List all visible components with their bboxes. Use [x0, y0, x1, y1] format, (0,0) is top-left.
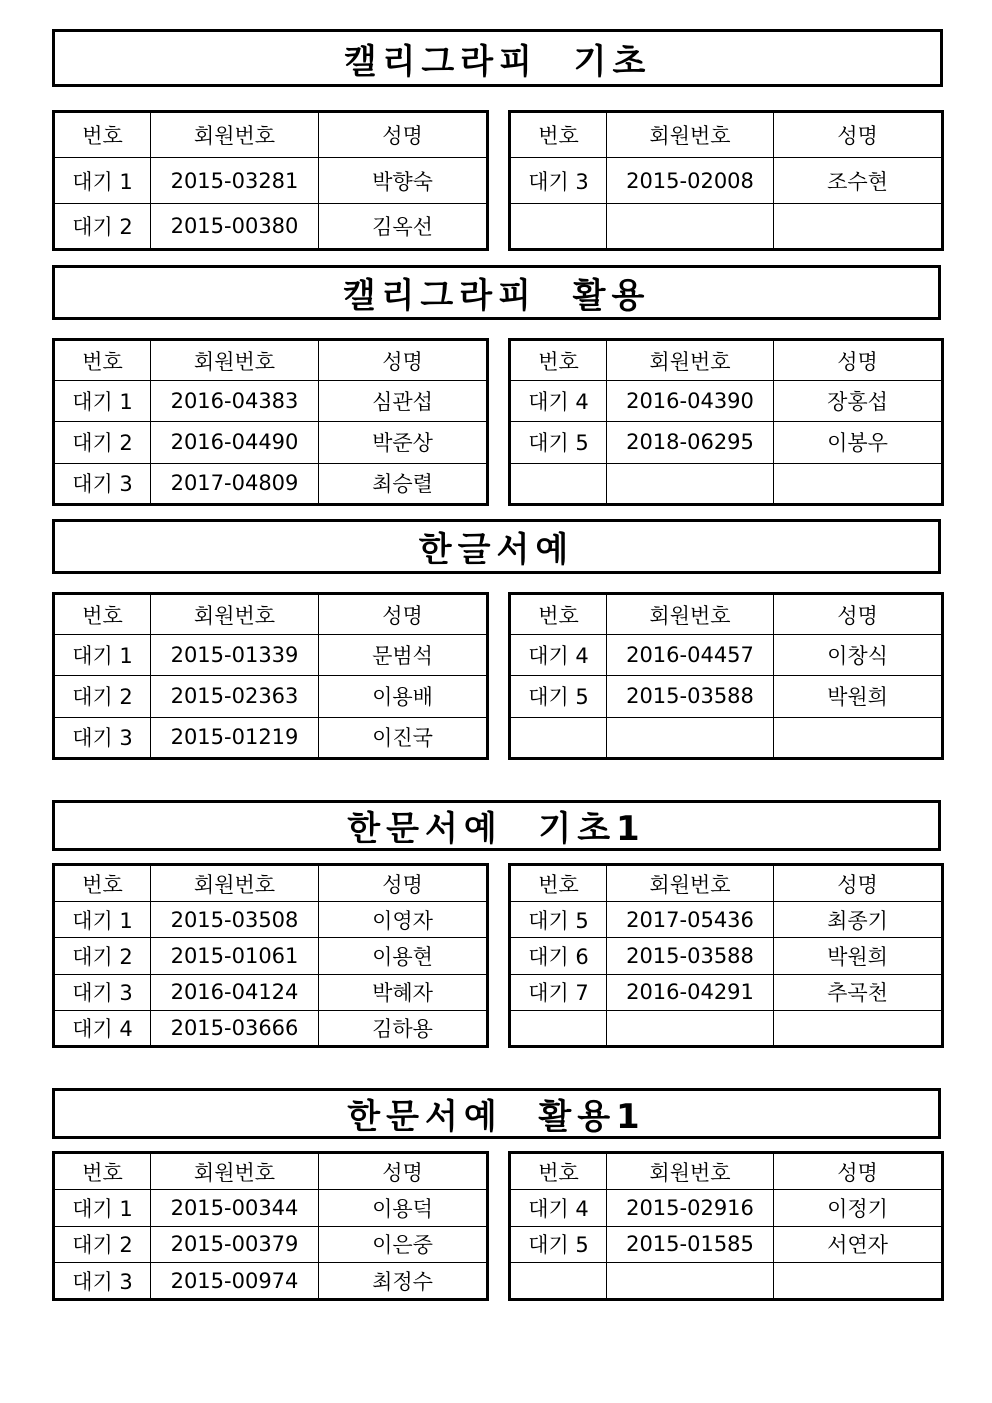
member-name [774, 204, 943, 250]
table-row [510, 902, 943, 938]
header-member-id: 회원번호 [151, 1153, 319, 1190]
member-id: 2016-04124 [151, 974, 319, 1010]
waitlist-number: 대기 2 [54, 422, 151, 463]
member-id: 2017-05436 [607, 902, 774, 938]
table-header-row [54, 1153, 488, 1190]
member-name: 이영자 [319, 902, 488, 938]
roster-table-left [52, 592, 489, 760]
member-id [607, 717, 774, 758]
member-id: 2015-03666 [151, 1010, 319, 1046]
waitlist-number: 대기 4 [510, 635, 607, 676]
member-name: 조수현 [774, 158, 943, 204]
roster-table-right [508, 338, 944, 506]
member-id: 2015-01219 [151, 717, 319, 758]
member-id: 2015-00344 [151, 1190, 319, 1227]
header-no: 번호 [510, 594, 607, 635]
waitlist-number: 대기 1 [54, 381, 151, 422]
section-title: 한문서예 기초1 [52, 800, 941, 851]
table-row [510, 938, 943, 974]
member-id [607, 463, 774, 504]
header-no: 번호 [54, 1153, 151, 1190]
table-row [510, 381, 943, 422]
table-row [54, 1263, 488, 1300]
table-header-row [54, 112, 488, 158]
waitlist-number [510, 463, 607, 504]
member-id: 2015-03281 [151, 158, 319, 204]
table-row [510, 1010, 943, 1046]
header-no: 번호 [510, 340, 607, 381]
table-row [510, 974, 943, 1010]
header-name: 성명 [319, 865, 488, 902]
header-name: 성명 [774, 594, 943, 635]
member-id: 2016-04457 [607, 635, 774, 676]
member-name: 이봉우 [774, 422, 943, 463]
header-member-id: 회원번호 [151, 865, 319, 902]
member-id [607, 1263, 774, 1300]
waitlist-number: 대기 4 [510, 1190, 607, 1227]
section-title: 한문서예 활용1 [52, 1088, 941, 1139]
member-name [774, 463, 943, 504]
header-member-id: 회원번호 [151, 594, 319, 635]
roster-table-right [508, 110, 944, 251]
waitlist-number: 대기 1 [54, 158, 151, 204]
member-id: 2015-03508 [151, 902, 319, 938]
member-name: 최종기 [774, 902, 943, 938]
member-name: 최정수 [319, 1263, 488, 1300]
waitlist-number: 대기 5 [510, 676, 607, 717]
roster-table-right [508, 1151, 944, 1301]
member-name [774, 1263, 943, 1300]
waitlist-number: 대기 3 [54, 717, 151, 758]
header-no: 번호 [510, 865, 607, 902]
header-member-id: 회원번호 [607, 594, 774, 635]
member-id: 2015-00379 [151, 1226, 319, 1263]
member-name: 박혜자 [319, 974, 488, 1010]
table-row [510, 463, 943, 504]
header-no: 번호 [54, 865, 151, 902]
waitlist-number: 대기 1 [54, 902, 151, 938]
member-name: 이진국 [319, 717, 488, 758]
table-row [510, 1190, 943, 1227]
waitlist-number: 대기 1 [54, 635, 151, 676]
member-name: 추곡천 [774, 974, 943, 1010]
member-name: 박준상 [319, 422, 488, 463]
member-id: 2015-02008 [607, 158, 774, 204]
section-title: 한글서예 [52, 519, 941, 574]
table-row [510, 1263, 943, 1300]
waitlist-number: 대기 6 [510, 938, 607, 974]
member-name: 이은중 [319, 1226, 488, 1263]
member-id [607, 204, 774, 250]
member-id: 2015-02363 [151, 676, 319, 717]
table-row [54, 204, 488, 250]
member-name: 서연자 [774, 1226, 943, 1263]
roster-table-right [508, 592, 944, 760]
waitlist-number: 대기 3 [54, 463, 151, 504]
waitlist-number: 대기 5 [510, 902, 607, 938]
header-name: 성명 [319, 112, 488, 158]
table-header-row [54, 594, 488, 635]
header-no: 번호 [510, 112, 607, 158]
waitlist-number: 대기 2 [54, 204, 151, 250]
header-no: 번호 [54, 112, 151, 158]
member-name: 박원희 [774, 676, 943, 717]
waitlist-number [510, 1010, 607, 1046]
member-name: 이정기 [774, 1190, 943, 1227]
member-id: 2015-03588 [607, 676, 774, 717]
roster-table-right [508, 863, 944, 1048]
waitlist-number: 대기 3 [54, 1263, 151, 1300]
header-name: 성명 [319, 594, 488, 635]
waitlist-number: 대기 5 [510, 422, 607, 463]
waitlist-number: 대기 7 [510, 974, 607, 1010]
header-name: 성명 [774, 1153, 943, 1190]
table-row [510, 422, 943, 463]
member-id: 2017-04809 [151, 463, 319, 504]
member-id: 2016-04490 [151, 422, 319, 463]
table-row [510, 676, 943, 717]
member-name: 김하용 [319, 1010, 488, 1046]
table-row [510, 635, 943, 676]
table-row [54, 1190, 488, 1227]
table-row [54, 158, 488, 204]
header-member-id: 회원번호 [151, 112, 319, 158]
member-name: 이용덕 [319, 1190, 488, 1227]
member-name: 김옥선 [319, 204, 488, 250]
member-name: 최승렬 [319, 463, 488, 504]
member-name: 문범석 [319, 635, 488, 676]
member-id: 2015-01585 [607, 1226, 774, 1263]
roster-table-left [52, 338, 489, 506]
table-row [54, 974, 488, 1010]
section-title: 캘리그라피 기초 [52, 29, 943, 87]
table-row [54, 938, 488, 974]
waitlist-number: 대기 3 [54, 974, 151, 1010]
table-row [510, 158, 943, 204]
table-header-row [54, 865, 488, 902]
table-row [54, 902, 488, 938]
member-id: 2015-03588 [607, 938, 774, 974]
table-row [54, 717, 488, 758]
table-row [510, 1226, 943, 1263]
table-row [54, 635, 488, 676]
table-row [510, 204, 943, 250]
member-name: 이창식 [774, 635, 943, 676]
member-id: 2016-04291 [607, 974, 774, 1010]
member-name: 박향숙 [319, 158, 488, 204]
member-id [607, 1010, 774, 1046]
member-id: 2015-00380 [151, 204, 319, 250]
header-member-id: 회원번호 [607, 1153, 774, 1190]
header-name: 성명 [319, 1153, 488, 1190]
header-no: 번호 [510, 1153, 607, 1190]
member-name: 장홍섭 [774, 381, 943, 422]
waitlist-number: 대기 3 [510, 158, 607, 204]
table-row [54, 1010, 488, 1046]
member-name: 이용배 [319, 676, 488, 717]
member-name [774, 717, 943, 758]
header-name: 성명 [319, 340, 488, 381]
table-header-row [510, 112, 943, 158]
table-header-row [510, 340, 943, 381]
waitlist-number: 대기 2 [54, 938, 151, 974]
member-id: 2016-04390 [607, 381, 774, 422]
header-member-id: 회원번호 [151, 340, 319, 381]
table-row [54, 422, 488, 463]
waitlist-number [510, 1263, 607, 1300]
waitlist-number: 대기 2 [54, 1226, 151, 1263]
header-member-id: 회원번호 [607, 865, 774, 902]
table-row [54, 381, 488, 422]
waitlist-number: 대기 1 [54, 1190, 151, 1227]
member-name: 박원희 [774, 938, 943, 974]
waitlist-number: 대기 4 [54, 1010, 151, 1046]
header-name: 성명 [774, 112, 943, 158]
table-header-row [54, 340, 488, 381]
header-member-id: 회원번호 [607, 340, 774, 381]
header-no: 번호 [54, 340, 151, 381]
member-id: 2015-00974 [151, 1263, 319, 1300]
table-row [54, 676, 488, 717]
waitlist-number [510, 717, 607, 758]
table-row [54, 1226, 488, 1263]
member-id: 2015-01061 [151, 938, 319, 974]
waitlist-number: 대기 4 [510, 381, 607, 422]
member-id: 2018-06295 [607, 422, 774, 463]
table-row [54, 463, 488, 504]
waitlist-number [510, 204, 607, 250]
member-name [774, 1010, 943, 1046]
table-header-row [510, 594, 943, 635]
header-name: 성명 [774, 865, 943, 902]
header-member-id: 회원번호 [607, 112, 774, 158]
member-id: 2015-01339 [151, 635, 319, 676]
roster-table-left [52, 863, 489, 1048]
waitlist-number: 대기 5 [510, 1226, 607, 1263]
member-id: 2016-04383 [151, 381, 319, 422]
header-no: 번호 [54, 594, 151, 635]
table-header-row [510, 1153, 943, 1190]
table-row [510, 717, 943, 758]
waitlist-number: 대기 2 [54, 676, 151, 717]
member-name: 이용현 [319, 938, 488, 974]
member-name: 심관섭 [319, 381, 488, 422]
roster-table-left [52, 110, 489, 251]
section-title: 캘리그라피 활용 [52, 265, 941, 320]
member-id: 2015-02916 [607, 1190, 774, 1227]
table-header-row [510, 865, 943, 902]
header-name: 성명 [774, 340, 943, 381]
roster-table-left [52, 1151, 489, 1301]
